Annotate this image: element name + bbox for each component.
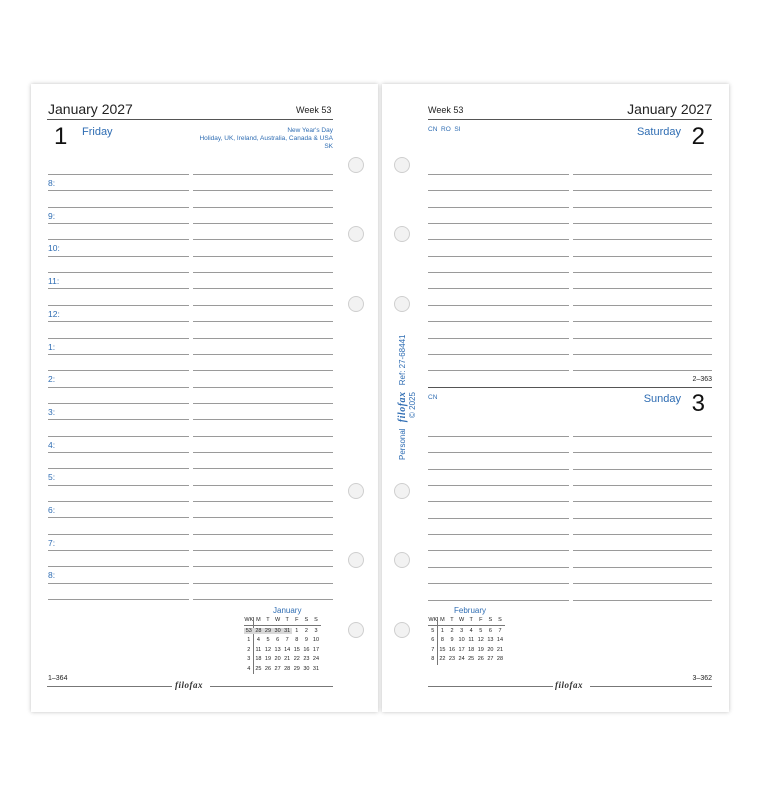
ruled-line	[193, 387, 333, 388]
ruled-line	[428, 223, 569, 224]
mini-calendar-cell: 23	[448, 656, 456, 662]
ruled-line	[573, 207, 712, 208]
mini-calendar-cell: 7	[431, 646, 435, 653]
ruled-line	[193, 354, 333, 355]
ruled-line	[48, 354, 189, 355]
ruled-line	[428, 501, 569, 502]
ruled-line	[48, 256, 189, 257]
ruled-line	[428, 239, 569, 240]
hour-label: 9:	[48, 210, 56, 221]
mini-calendar-cell: 16	[303, 646, 310, 653]
mini-calendar-cell: 1	[295, 627, 299, 634]
ruled-line	[193, 583, 333, 584]
mini-calendar-title-january: January	[273, 606, 302, 615]
ruled-line	[428, 469, 569, 470]
mini-calendar-cell: 11	[468, 637, 475, 643]
binder-hole	[348, 622, 364, 638]
mini-calendar-cell: 8	[295, 637, 299, 643]
ruled-line	[573, 272, 712, 273]
mini-calendar-cell: 10	[458, 637, 465, 643]
mini-calendar-header: T	[450, 617, 454, 623]
mini-calendar-cell: 14	[284, 646, 291, 653]
mini-calendar-header: WK	[428, 617, 438, 623]
ruled-line	[193, 288, 333, 289]
ruled-line	[428, 583, 569, 584]
mini-calendar-header: T	[266, 617, 270, 623]
ruled-line	[48, 501, 189, 502]
binder-hole	[348, 157, 364, 173]
day-number-friday: 1	[54, 123, 68, 150]
ruled-line	[193, 419, 333, 420]
binder-hole	[394, 483, 410, 499]
mini-calendar-cell: 24	[312, 656, 320, 662]
mini-calendar-header: W	[274, 617, 281, 623]
mini-calendar-cell: 7	[498, 627, 502, 634]
ruled-line	[428, 305, 569, 306]
mini-calendar-cell: 12	[264, 646, 272, 653]
spine-imprint	[397, 335, 408, 460]
ruled-line	[573, 370, 712, 371]
mini-calendar-header: M	[440, 617, 445, 623]
ruled-line	[573, 534, 712, 535]
mini-calendar-header: S	[304, 617, 309, 623]
ruled-line	[573, 567, 712, 568]
mini-calendar-cell: 14	[496, 637, 504, 643]
left-week-label: Week 53	[296, 105, 332, 115]
mini-calendar-cell: 9	[304, 637, 308, 643]
mini-calendar-header: F	[479, 617, 483, 623]
ruled-line	[48, 468, 189, 469]
ruled-line	[193, 272, 333, 273]
ruled-line	[48, 207, 189, 208]
ruled-line	[48, 370, 189, 371]
mini-calendar-cell: 15	[439, 646, 446, 653]
ruled-line	[193, 566, 333, 567]
ruled-line	[48, 517, 189, 518]
mini-calendar-cell: 19	[477, 646, 484, 653]
ruled-line	[193, 321, 333, 322]
hour-label: 10:	[48, 243, 60, 254]
mini-calendar-cell: 31	[284, 627, 291, 634]
ruled-line	[193, 403, 333, 404]
mini-calendar-cell: 24	[458, 656, 465, 662]
mini-calendar-header: S	[314, 617, 318, 623]
left-diary-page	[31, 84, 378, 712]
mini-calendar-cell: 2	[247, 646, 251, 653]
ruled-line	[573, 256, 712, 257]
ruled-line	[428, 190, 569, 191]
binder-hole	[394, 226, 410, 242]
mini-calendar-header: T	[469, 617, 473, 623]
right-month-year: January 2027	[627, 101, 712, 117]
day-name-saturday: Saturday	[636, 126, 681, 138]
ruled-line	[428, 567, 569, 568]
left-header-rule	[47, 119, 333, 120]
mini-calendar-cell: 29	[264, 627, 272, 634]
mini-calendar-cell: 20	[487, 646, 494, 653]
hour-label: 8:	[48, 570, 56, 581]
ruled-line	[428, 485, 569, 486]
ruled-line	[48, 272, 189, 273]
ruled-line	[48, 550, 189, 551]
mini-calendar-cell: 8	[431, 656, 435, 662]
mini-calendar-header: F	[295, 617, 299, 623]
mini-calendar-cell: 1	[440, 627, 444, 634]
hour-label: 8:	[48, 178, 56, 188]
ruled-line	[428, 354, 569, 355]
ruled-line	[193, 452, 333, 453]
ruled-line	[48, 583, 189, 584]
day-divider-rule	[428, 387, 712, 388]
mini-calendar-cell: 30	[274, 627, 281, 634]
mini-calendar-title-february: February	[454, 606, 487, 615]
mini-calendar-cell: 5	[431, 627, 435, 634]
ruled-line	[573, 452, 712, 453]
mini-calendar-cell: 15	[293, 646, 300, 653]
ruled-line	[573, 485, 712, 486]
mini-calendar-header: W	[458, 617, 465, 623]
day-number-saturday: 2	[691, 123, 705, 150]
day-name-sunday: Sunday	[643, 393, 681, 405]
mini-calendar-cell: 27	[487, 656, 494, 662]
ruled-line	[193, 485, 333, 486]
ruled-line	[48, 419, 189, 420]
ruled-line	[193, 550, 333, 551]
saturday-country-codes: CN RO SI	[428, 126, 461, 133]
ruled-line	[193, 338, 333, 339]
hour-label: 3:	[48, 406, 56, 417]
ruled-line	[428, 436, 569, 437]
mini-calendar-header: S	[488, 617, 493, 623]
ruled-line	[573, 288, 712, 289]
mini-calendar-cell: 21	[284, 656, 291, 662]
ruled-line	[573, 501, 712, 502]
ruled-line	[48, 321, 189, 322]
hour-label: 5:	[48, 472, 56, 483]
mini-calendar-cell: 8	[440, 637, 444, 643]
ruled-line	[573, 190, 712, 191]
ruled-line	[428, 288, 569, 289]
hour-label: 11:	[48, 276, 60, 287]
mini-calendar-cell: 4	[256, 637, 260, 643]
ruled-line	[428, 174, 569, 175]
ruled-line	[48, 436, 189, 437]
ruled-line	[193, 190, 333, 191]
mini-calendar-cell: 7	[285, 637, 289, 643]
mini-calendar-header: WK	[244, 617, 254, 623]
mini-calendar-cell: 28	[255, 627, 262, 634]
ruled-line	[428, 321, 569, 322]
mini-calendar-cell: 17	[458, 646, 465, 653]
mini-calendar-cell: 3	[314, 627, 318, 634]
binder-hole	[348, 483, 364, 499]
mini-calendar-cell: 17	[312, 646, 320, 653]
mini-calendar-cell: 11	[255, 646, 262, 653]
holiday-extra: SK	[324, 143, 333, 150]
hour-label: 4:	[48, 439, 56, 450]
mini-calendar-cell: 2	[450, 627, 454, 634]
mini-calendar-cell: 20	[274, 656, 281, 662]
ruled-line	[193, 436, 333, 437]
hour-label: 2:	[48, 374, 56, 385]
ruled-line	[193, 501, 333, 502]
ruled-line	[573, 583, 712, 584]
mini-calendar-cell: 3	[247, 656, 251, 662]
ruled-line	[573, 550, 712, 551]
mini-calendar-cell: 6	[431, 637, 435, 643]
right-footer-rule-a	[428, 686, 553, 687]
mini-calendar-cell: 26	[264, 665, 272, 672]
ruled-line	[573, 174, 712, 175]
ruled-line	[573, 469, 712, 470]
filofax-logo-left: filofax	[175, 680, 203, 690]
mini-calendar-cell: 28	[284, 665, 291, 672]
ruled-line	[48, 566, 189, 567]
mini-calendar-header: S	[498, 617, 502, 623]
ruled-line	[193, 468, 333, 469]
mini-calendar-cell: 25	[468, 656, 475, 662]
left-day-count: 1–364	[48, 675, 68, 682]
mini-calendar-cell: 18	[468, 646, 475, 653]
hour-label: 12:	[48, 308, 60, 319]
filofax-logo-right: filofax	[555, 680, 583, 690]
ruled-line	[48, 223, 189, 224]
ruled-line	[428, 272, 569, 273]
holiday-countries: Holiday, UK, Ireland, Australia, Canada & USA	[199, 135, 333, 142]
mini-calendar-cell: 22	[439, 656, 446, 662]
mini-calendar-cell: 25	[255, 665, 262, 672]
ruled-line	[193, 174, 333, 175]
ruled-line	[48, 403, 189, 404]
ruled-line	[573, 239, 712, 240]
mini-calendar-cell: 13	[274, 646, 281, 653]
hour-label: 7:	[48, 537, 56, 548]
mini-calendar-cell: 9	[450, 637, 454, 643]
ruled-line	[48, 452, 189, 453]
ruled-line	[193, 256, 333, 257]
ruled-line	[48, 534, 189, 535]
holiday-title: New Year's Day	[287, 127, 333, 134]
binder-hole	[348, 552, 364, 568]
ruled-line	[573, 518, 712, 519]
ruled-line	[573, 354, 712, 355]
mini-calendar-cell: 1	[247, 637, 251, 643]
ruled-line	[193, 207, 333, 208]
mini-calendar-header: M	[256, 617, 261, 623]
right-day-count: 3–362	[692, 675, 712, 682]
mini-calendar-cell: 6	[276, 637, 280, 643]
saturday-day-count: 2–363	[692, 376, 712, 383]
mini-calendar-cell: 5	[479, 627, 483, 634]
mini-calendar-cell: 27	[274, 665, 281, 672]
ruled-line	[573, 305, 712, 306]
ruled-line	[428, 534, 569, 535]
left-footer-rule-a	[47, 686, 172, 687]
ruled-line	[428, 600, 569, 601]
ruled-line	[193, 239, 333, 240]
ruled-line	[193, 534, 333, 535]
ruled-line	[428, 207, 569, 208]
ruled-line	[193, 599, 333, 600]
binder-hole	[348, 226, 364, 242]
mini-calendar-cell: 6	[488, 627, 492, 634]
ruled-line	[428, 452, 569, 453]
hour-label: 6:	[48, 505, 56, 515]
ruled-line	[193, 517, 333, 518]
binder-hole	[394, 157, 410, 173]
ruled-line	[193, 223, 333, 224]
ruled-line	[428, 256, 569, 257]
mini-calendar-cell: 2	[304, 627, 308, 634]
spine-copyright: © 2025	[408, 392, 417, 418]
mini-calendar-cell: 26	[477, 656, 484, 662]
ruled-line	[573, 223, 712, 224]
right-week-label: Week 53	[428, 105, 464, 115]
mini-calendar-cell: 21	[496, 646, 504, 653]
mini-calendar-cell: 3	[460, 627, 464, 634]
mini-calendar-rule	[428, 625, 505, 626]
sunday-country-codes: CN	[428, 394, 438, 401]
binder-hole	[348, 296, 364, 312]
spine-size: Personal	[398, 428, 407, 460]
mini-calendar-cell: 22	[293, 656, 300, 662]
ruled-line	[428, 518, 569, 519]
mini-calendar-cell: 12	[477, 637, 484, 643]
mini-calendar-cell: 4	[247, 665, 251, 672]
mini-calendar-cell: 10	[312, 637, 320, 643]
binder-hole	[394, 622, 410, 638]
mini-calendar-cell: 53	[245, 627, 252, 634]
mini-calendar-cell: 16	[448, 646, 456, 653]
right-footer-rule-b	[590, 686, 712, 687]
ruled-line	[48, 387, 189, 388]
ruled-line	[428, 370, 569, 371]
ruled-line	[193, 305, 333, 306]
day-number-sunday: 3	[691, 390, 705, 417]
ruled-line	[48, 190, 189, 191]
left-month-year: January 2027	[48, 101, 133, 117]
mini-calendar-cell: 4	[469, 627, 473, 634]
ruled-line	[573, 600, 712, 601]
mini-calendar-rule	[244, 625, 321, 626]
ruled-line	[48, 485, 189, 486]
binder-hole	[394, 296, 410, 312]
ruled-line	[573, 436, 712, 437]
ruled-line	[573, 338, 712, 339]
ruled-line	[48, 599, 189, 600]
mini-calendar-cell: 29	[293, 665, 300, 672]
spine-ref: Ref: 27-68441	[398, 334, 407, 386]
mini-calendar-cell: 31	[312, 665, 320, 672]
ruled-line	[48, 288, 189, 289]
mini-calendar-cell: 18	[255, 656, 262, 662]
left-footer-rule-b	[210, 686, 333, 687]
mini-calendar-cell: 19	[264, 656, 272, 662]
mini-calendar-cell: 5	[266, 637, 270, 643]
hour-label: 1:	[48, 341, 56, 352]
ruled-line	[48, 174, 189, 175]
mini-calendar-cell: 30	[303, 665, 310, 672]
ruled-line	[428, 338, 569, 339]
day-name-friday: Friday	[82, 126, 113, 138]
ruled-line	[428, 550, 569, 551]
mini-calendar-header: T	[285, 617, 289, 623]
ruled-line	[48, 305, 189, 306]
ruled-line	[573, 321, 712, 322]
binder-hole	[394, 552, 410, 568]
right-header-rule	[428, 119, 712, 120]
mini-calendar-cell: 23	[303, 656, 310, 662]
spine-filofax-logo: filofax	[397, 391, 408, 423]
mini-calendar-cell: 28	[496, 656, 504, 662]
ruled-line	[193, 370, 333, 371]
mini-calendar-cell: 13	[487, 637, 494, 643]
ruled-line	[48, 338, 189, 339]
ruled-line	[48, 239, 189, 240]
